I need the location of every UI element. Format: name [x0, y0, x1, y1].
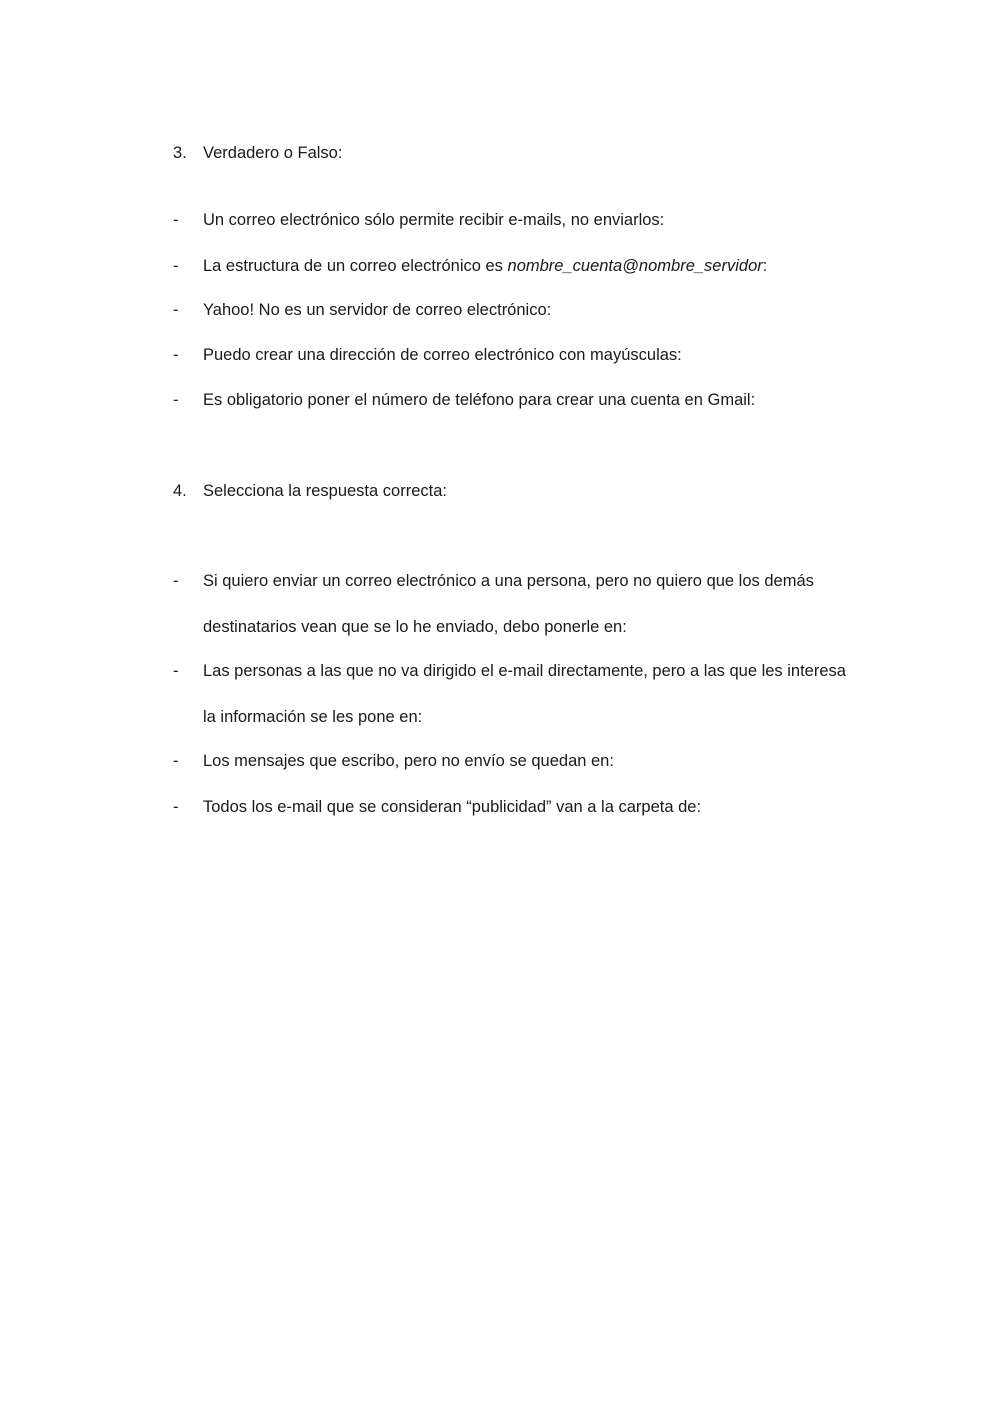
section-3-number: 3.: [173, 144, 187, 162]
dash-marker: -: [173, 391, 179, 409]
dash-marker: -: [173, 798, 179, 816]
dash-marker: -: [173, 301, 179, 319]
dash-marker: -: [173, 211, 179, 229]
question-text: destinatarios vean que se lo he enviado, debo ponerle en:: [203, 618, 627, 636]
dash-marker: -: [173, 662, 179, 680]
statement-text-part: :: [762, 257, 768, 275]
question-text: Los mensajes que escribo, pero no envío se quedan en:: [203, 752, 614, 770]
question-text: Las personas a las que no va dirigido el e-mail directamente, pero a las que les interesa: [203, 662, 846, 680]
email-structure-italic: nombre_cuenta@nombre_servidor: [507, 257, 763, 275]
dash-marker: -: [173, 752, 179, 770]
statement-text-part: La estructura de un correo electrónico es: [203, 257, 508, 275]
dash-marker: -: [173, 346, 179, 364]
dash-marker: -: [173, 572, 179, 590]
section-4-title: Selecciona la respuesta correcta:: [203, 482, 447, 500]
statement-text: Es obligatorio poner el número de teléfono para crear una cuenta en Gmail:: [203, 391, 756, 409]
statement-text: Yahoo! No es un servidor de correo electrónico:: [203, 301, 552, 319]
question-text: la información se les pone en:: [203, 708, 423, 726]
question-text: Todos los e-mail que se consideran “publicidad” van a la carpeta de:: [203, 798, 702, 816]
statement-text: Un correo electrónico sólo permite recibir e-mails, no enviarlos:: [203, 211, 665, 229]
question-text: Si quiero enviar un correo electrónico a una persona, pero no quiero que los demás: [203, 572, 814, 590]
section-3-title: Verdadero o Falso:: [203, 144, 343, 162]
statement-text: [203, 256, 767, 276]
section-4-number: 4.: [173, 482, 187, 500]
dash-marker: -: [173, 257, 179, 275]
statement-text: Puedo crear una dirección de correo electrónico con mayúsculas:: [203, 346, 682, 364]
